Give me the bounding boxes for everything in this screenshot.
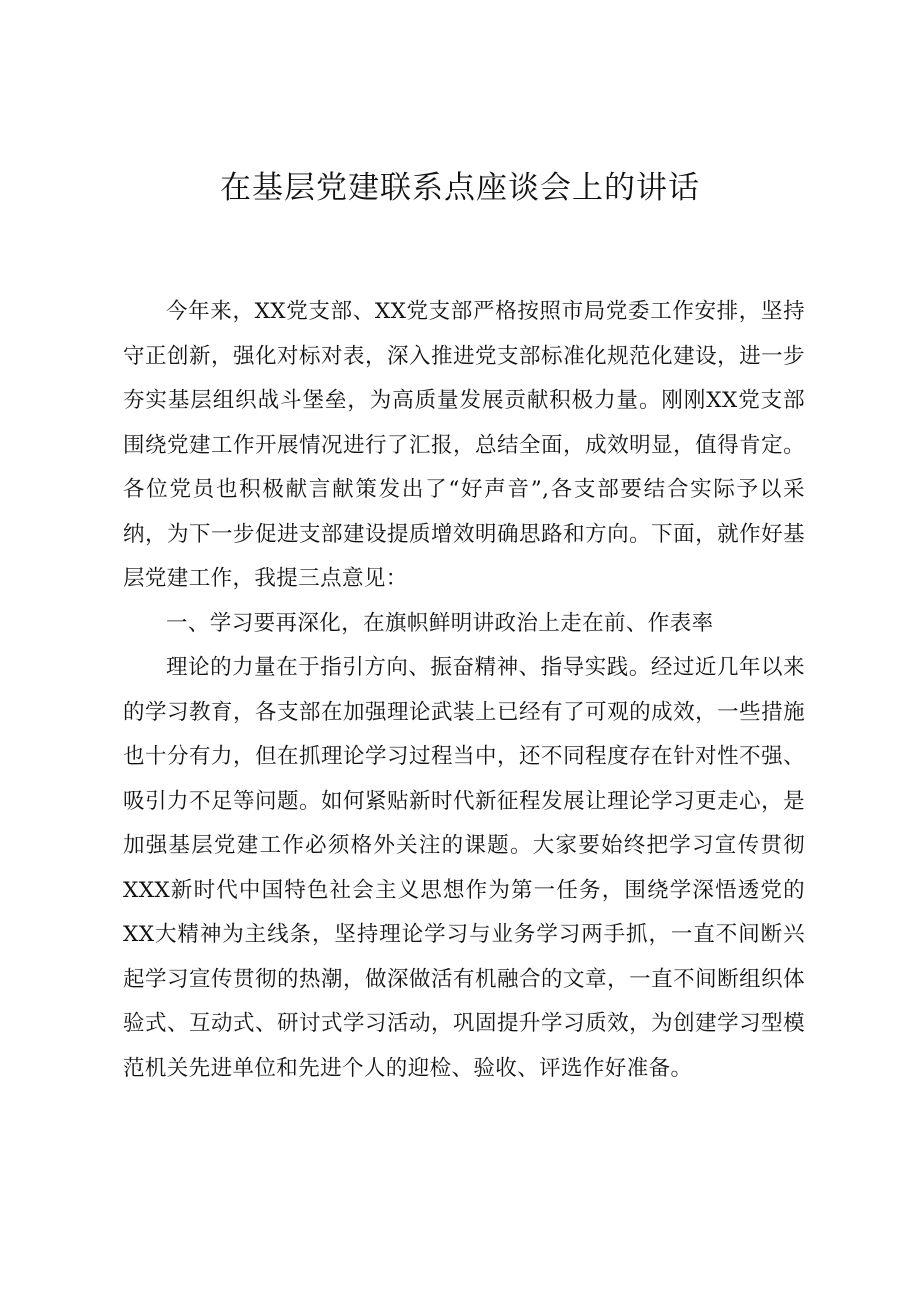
paragraph-intro: 今年来，XX党支部、XX党支部严格按照市局党委工作安排，坚持守正创新，强化对标对表，深入推进党支部标准化规范化建设，进一步夯实基层组织战斗堡垒，为高质量发展贡献积极力量。刚刚XX党支部围绕党建工作开展情况进行了汇报，总结全面，成效明显，值得肯定。各位党员也积极献言献策发出了“好声音”,各支部要结合实际予以采纳，为下一步促进支部建设提质增效明确思路和方向。下面，就作好基层党建工作，我提三点意见：	[123, 299, 805, 591]
document-title: 在基层党建联系点座谈会上的讲话	[220, 170, 700, 206]
paragraph-section-1: 理论的力量在于指引方向、振奋精神、指导实践。经过近几年以来的学习教育，各支部在加强理论武装上已经有了可观的成效，一些措施也十分有力，但在抓理论学习过程当中，还不同程度存在针对性不强、吸引力不足等问题。如何紧贴新时代新征程发展让理论学习更走心，是加强基层党建工作必须格外关注的课题。大家要始终把学习宣传贯彻XXX新时代中国特色社会主义思想作为第一任务，围绕学深悟透党的XX大精神为主线条，坚持理论学习与业务学习两手抓，一直不间断兴起学习宣传贯彻的热潮，做深做活有机融合的文章，一直不间断组织体验式、互动式、研讨式学习活动，巩固提升学习质效，为创建学习型模范机关先进单位和先进个人的迎检、验收、评选作好准备。	[123, 655, 805, 1081]
section-heading-1: 一、学习要再深化，在旗帜鲜明讲政治上走在前、作表率	[166, 610, 714, 636]
document-body	[123, 290, 805, 1091]
